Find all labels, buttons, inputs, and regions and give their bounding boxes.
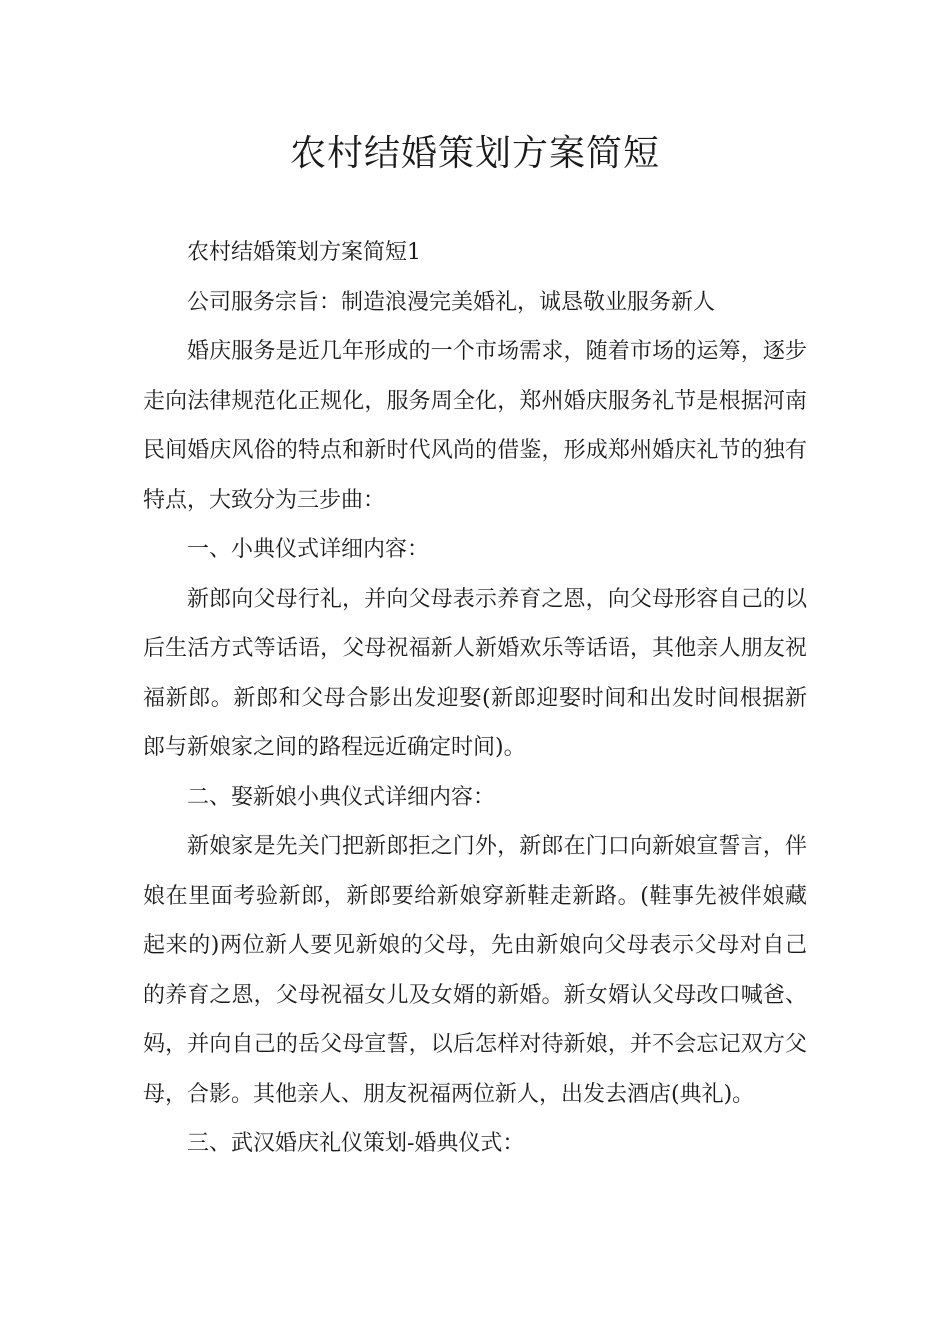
paragraph-intro: 婚庆服务是近几年形成的一个市场需求，随着市场的运筹，逐步走向法律规范化正规化，服务周全化，郑州婚庆服务礼节是根据河南民间婚庆风俗的特点和新时代风尚的借鉴，形成郑州婚庆礼节的独有特点，大致分为三步曲： bbox=[143, 339, 807, 513]
paragraph-section-1: 新郎向父母行礼，并向父母表示养育之恩，向父母形容自己的以后生活方式等话语，父母祝福新人新婚欢乐等话语，其他亲人朋友祝福新郎。新郎和父母合影出发迎娶(新郎迎娶时间和出发时间根据新郎与新娘家之间的路程远近确定时间)。 bbox=[143, 586, 807, 760]
paragraph-service-purpose: 公司服务宗旨：制造浪漫完美婚礼，诚恳敬业服务新人 bbox=[187, 289, 716, 315]
paragraph-heading: 农村结婚策划方案简短1 bbox=[187, 240, 421, 265]
section-heading-3: 三、武汉婚庆礼仪策划-婚典仪式： bbox=[187, 1131, 525, 1156]
paragraph-section-2: 新娘家是先关门把新郎拒之门外，新郎在门口向新娘宣誓言，伴娘在里面考验新郎，新郎要给新娘穿新鞋走新路。(鞋事先被伴娘藏起来的)两位新人要见新娘的父母，先由新娘向父母表示父母对自己的养育之恩，父母祝福女儿及女婿的新婚。新女婿认父母改口喊爸、妈，并向自己的岳父母宣誓，以后怎样对待新娘，并不会忘记双方父母，合影。其他亲人、朋友祝福两位新人，出发去酒店(典礼)。 bbox=[143, 834, 807, 1107]
document-title: 农村结婚策划方案简短 bbox=[289, 133, 660, 174]
section-heading-2: 二、娶新娘小典仪式详细内容： bbox=[187, 784, 496, 810]
section-heading-1: 一、小典仪式详细内容： bbox=[187, 537, 430, 562]
document-body bbox=[143, 228, 807, 1169]
